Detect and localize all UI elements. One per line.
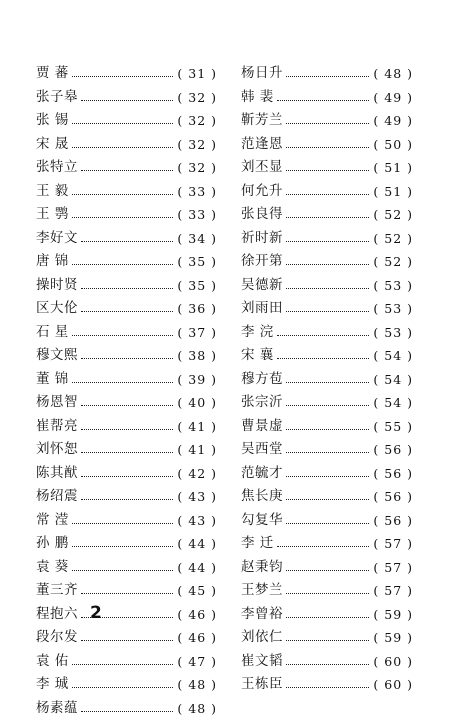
index-entry [36, 415, 217, 439]
entry-page-reference: ( 35 ) [177, 250, 217, 274]
dot-leader [81, 311, 173, 312]
entry-page-reference: ( 59 ) [373, 626, 413, 650]
entry-name: 吴德新 [241, 274, 283, 298]
entry-page-reference: ( 42 ) [177, 462, 217, 486]
dot-leader [81, 640, 173, 641]
dot-leader [72, 76, 174, 77]
entry-name: 贾 蕃 [36, 62, 69, 86]
entry-page-reference: ( 38 ) [177, 344, 217, 368]
entry-page-reference: ( 56 ) [373, 485, 413, 509]
entry-name: 徐开第 [241, 250, 283, 274]
entry-page-reference: ( 60 ) [373, 673, 413, 697]
entry-page-reference: ( 56 ) [373, 509, 413, 533]
dot-leader [286, 452, 369, 453]
dot-leader [81, 170, 173, 171]
entry-name: 赵秉钧 [241, 556, 283, 580]
dot-leader [286, 523, 369, 524]
index-entry [241, 532, 413, 556]
left-index-column [36, 62, 217, 720]
entry-name: 王 毅 [36, 180, 69, 204]
entry-page-reference: ( 49 ) [373, 109, 413, 133]
entry-page-reference: ( 53 ) [373, 321, 413, 345]
entry-page-reference: ( 33 ) [177, 180, 217, 204]
entry-name: 穆文熙 [36, 344, 78, 368]
index-entry [36, 368, 217, 392]
entry-page-reference: ( 46 ) [177, 626, 217, 650]
entry-page-reference: ( 40 ) [177, 391, 217, 415]
entry-name: 李 浣 [241, 321, 274, 345]
index-entry [241, 227, 413, 251]
dot-leader [81, 405, 173, 406]
entry-page-reference: ( 41 ) [177, 438, 217, 462]
dot-leader [286, 264, 369, 265]
index-entry [241, 250, 413, 274]
dot-leader [286, 476, 369, 477]
entry-page-reference: ( 48 ) [177, 673, 217, 697]
index-entry [241, 86, 413, 110]
entry-name: 李好文 [36, 227, 78, 251]
entry-page-reference: ( 47 ) [177, 650, 217, 674]
dot-leader [286, 76, 369, 77]
dot-leader [286, 499, 369, 500]
entry-name: 董三齐 [36, 579, 78, 603]
entry-page-reference: ( 45 ) [177, 579, 217, 603]
dot-leader [286, 147, 369, 148]
dot-leader [286, 170, 369, 171]
index-entry [241, 321, 413, 345]
index-entry [36, 133, 217, 157]
entry-name: 王栋臣 [241, 673, 283, 697]
dot-leader [81, 593, 173, 594]
entry-page-reference: ( 53 ) [373, 274, 413, 298]
entry-name: 祈时新 [241, 227, 283, 251]
index-entry [36, 626, 217, 650]
dot-leader [81, 358, 173, 359]
entry-name: 李曾裕 [241, 603, 283, 627]
entry-page-reference: ( 51 ) [373, 180, 413, 204]
index-entry [241, 62, 413, 86]
entry-page-reference: ( 35 ) [177, 274, 217, 298]
index-entry [241, 344, 413, 368]
index-entry [241, 391, 413, 415]
dot-leader [286, 194, 369, 195]
entry-name: 刘怀恕 [36, 438, 78, 462]
entry-page-reference: ( 52 ) [373, 203, 413, 227]
dot-leader [286, 687, 369, 688]
entry-page-reference: ( 57 ) [373, 556, 413, 580]
entry-name: 张子皋 [36, 86, 78, 110]
dot-leader [286, 241, 369, 242]
index-entry [241, 180, 413, 204]
entry-page-reference: ( 52 ) [373, 250, 413, 274]
entry-name: 穆方苞 [241, 368, 283, 392]
entry-name: 刘丕显 [241, 156, 283, 180]
index-entry [36, 344, 217, 368]
index-entry [36, 579, 217, 603]
index-entry [241, 274, 413, 298]
index-entry [36, 603, 217, 627]
index-entry [36, 391, 217, 415]
dot-leader [72, 523, 174, 524]
entry-name: 区大伦 [36, 297, 78, 321]
entry-name: 王 鹗 [36, 203, 69, 227]
entry-page-reference: ( 32 ) [177, 109, 217, 133]
entry-page-reference: ( 31 ) [177, 62, 217, 86]
entry-name: 崔文韬 [241, 650, 283, 674]
entry-name: 崔帮亮 [36, 415, 78, 439]
entry-page-reference: ( 39 ) [177, 368, 217, 392]
index-entry [36, 462, 217, 486]
index-entry [36, 250, 217, 274]
index-entry [241, 297, 413, 321]
dot-leader [81, 100, 173, 101]
entry-name: 曹景虚 [241, 415, 283, 439]
entry-name: 操时贤 [36, 274, 78, 298]
entry-page-reference: ( 36 ) [177, 297, 217, 321]
entry-name: 宋 晟 [36, 133, 69, 157]
entry-name: 李 珹 [36, 673, 69, 697]
dot-leader [72, 546, 174, 547]
entry-name: 常 滢 [36, 509, 69, 533]
entry-page-reference: ( 33 ) [177, 203, 217, 227]
index-entry [36, 156, 217, 180]
dot-leader [286, 429, 369, 430]
index-entry [36, 697, 217, 720]
index-entry [241, 415, 413, 439]
dot-leader [72, 147, 174, 148]
entry-name: 张 锡 [36, 109, 69, 133]
entry-page-reference: ( 32 ) [177, 86, 217, 110]
dot-leader [72, 335, 174, 336]
index-entry [241, 650, 413, 674]
entry-name: 范逢恩 [241, 133, 283, 157]
entry-page-reference: ( 54 ) [373, 368, 413, 392]
index-entry [36, 203, 217, 227]
entry-name: 张宗沂 [241, 391, 283, 415]
entry-page-reference: ( 56 ) [373, 438, 413, 462]
dot-leader [81, 288, 173, 289]
index-entry [241, 203, 413, 227]
index-entry [36, 673, 217, 697]
entry-name: 段尔发 [36, 626, 78, 650]
entry-page-reference: ( 51 ) [373, 156, 413, 180]
entry-page-reference: ( 46 ) [177, 603, 217, 627]
index-entry [241, 485, 413, 509]
index-entry [241, 579, 413, 603]
entry-name: 董 锦 [36, 368, 69, 392]
index-entry [36, 297, 217, 321]
entry-page-reference: ( 32 ) [177, 133, 217, 157]
entry-name: 何允升 [241, 180, 283, 204]
index-entry [36, 438, 217, 462]
dot-leader [286, 617, 369, 618]
entry-name: 焦长庚 [241, 485, 283, 509]
entry-name: 刘雨田 [241, 297, 283, 321]
index-entry [241, 156, 413, 180]
entry-name: 杨绍震 [36, 485, 78, 509]
index-entry [36, 274, 217, 298]
entry-page-reference: ( 43 ) [177, 485, 217, 509]
dot-leader [81, 452, 173, 453]
dot-leader [72, 194, 174, 195]
entry-page-reference: ( 49 ) [373, 86, 413, 110]
dot-leader [72, 264, 174, 265]
entry-page-reference: ( 57 ) [373, 532, 413, 556]
entry-name: 刘依仁 [241, 626, 283, 650]
dot-leader [81, 429, 173, 430]
entry-page-reference: ( 55 ) [373, 415, 413, 439]
dot-leader [277, 546, 370, 547]
index-entry [36, 509, 217, 533]
dot-leader [81, 711, 173, 712]
page-number: 2 [90, 603, 102, 623]
dot-leader [72, 123, 174, 124]
right-index-column [241, 62, 413, 697]
dot-leader [81, 499, 173, 500]
dot-leader [72, 570, 174, 571]
entry-name: 杨恩智 [36, 391, 78, 415]
entry-name: 靳芳兰 [241, 109, 283, 133]
index-entry [36, 650, 217, 674]
index-entry [36, 86, 217, 110]
entry-name: 程抱六 [36, 603, 78, 627]
index-entry [36, 532, 217, 556]
entry-page-reference: ( 32 ) [177, 156, 217, 180]
entry-name: 范毓才 [241, 462, 283, 486]
entry-name: 张良得 [241, 203, 283, 227]
dot-leader [277, 358, 370, 359]
dot-leader [72, 382, 174, 383]
index-entry [36, 62, 217, 86]
dot-leader [286, 123, 369, 124]
entry-page-reference: ( 60 ) [373, 650, 413, 674]
entry-page-reference: ( 44 ) [177, 532, 217, 556]
index-entry [36, 321, 217, 345]
entry-page-reference: ( 41 ) [177, 415, 217, 439]
dot-leader [72, 687, 174, 688]
entry-page-reference: ( 34 ) [177, 227, 217, 251]
dot-leader [72, 217, 174, 218]
entry-page-reference: ( 57 ) [373, 579, 413, 603]
entry-name: 袁 葵 [36, 556, 69, 580]
entry-page-reference: ( 48 ) [373, 62, 413, 86]
entry-page-reference: ( 54 ) [373, 391, 413, 415]
entry-name: 唐 锦 [36, 250, 69, 274]
entry-page-reference: ( 44 ) [177, 556, 217, 580]
dot-leader [286, 217, 369, 218]
index-entry [241, 556, 413, 580]
dot-leader [286, 405, 369, 406]
entry-page-reference: ( 48 ) [177, 697, 217, 720]
entry-name: 杨素蕴 [36, 697, 78, 720]
dot-leader [286, 311, 369, 312]
entry-page-reference: ( 59 ) [373, 603, 413, 627]
entry-page-reference: ( 56 ) [373, 462, 413, 486]
entry-name: 杨日升 [241, 62, 283, 86]
entry-name: 袁 佑 [36, 650, 69, 674]
entry-name: 勾复华 [241, 509, 283, 533]
dot-leader [286, 664, 369, 665]
entry-page-reference: ( 50 ) [373, 133, 413, 157]
entry-page-reference: ( 43 ) [177, 509, 217, 533]
index-entry [36, 109, 217, 133]
index-entry [241, 626, 413, 650]
dot-leader [286, 640, 369, 641]
dot-leader [277, 100, 370, 101]
entry-name: 石 星 [36, 321, 69, 345]
entry-page-reference: ( 52 ) [373, 227, 413, 251]
dot-leader [277, 335, 370, 336]
index-entry [241, 509, 413, 533]
index-entry [241, 133, 413, 157]
index-entry [36, 485, 217, 509]
index-entry [36, 180, 217, 204]
entry-name: 陈其猷 [36, 462, 78, 486]
index-entry [241, 603, 413, 627]
entry-name: 宋 襄 [241, 344, 274, 368]
entry-page-reference: ( 53 ) [373, 297, 413, 321]
index-entry [241, 673, 413, 697]
dot-leader [286, 570, 369, 571]
index-entry [241, 368, 413, 392]
index-entry [241, 462, 413, 486]
entry-name: 韩 裴 [241, 86, 274, 110]
dot-leader [286, 593, 369, 594]
dot-leader [81, 476, 173, 477]
dot-leader [286, 382, 369, 383]
entry-name: 吴西堂 [241, 438, 283, 462]
entry-name: 王梦兰 [241, 579, 283, 603]
entry-name: 孙 鹏 [36, 532, 69, 556]
entry-name: 张特立 [36, 156, 78, 180]
entry-page-reference: ( 54 ) [373, 344, 413, 368]
entry-name: 李 迁 [241, 532, 274, 556]
index-entry [241, 438, 413, 462]
entry-page-reference: ( 37 ) [177, 321, 217, 345]
dot-leader [72, 664, 174, 665]
index-entry [36, 227, 217, 251]
dot-leader [81, 241, 173, 242]
index-entry [36, 556, 217, 580]
index-entry [241, 109, 413, 133]
dot-leader [286, 288, 369, 289]
